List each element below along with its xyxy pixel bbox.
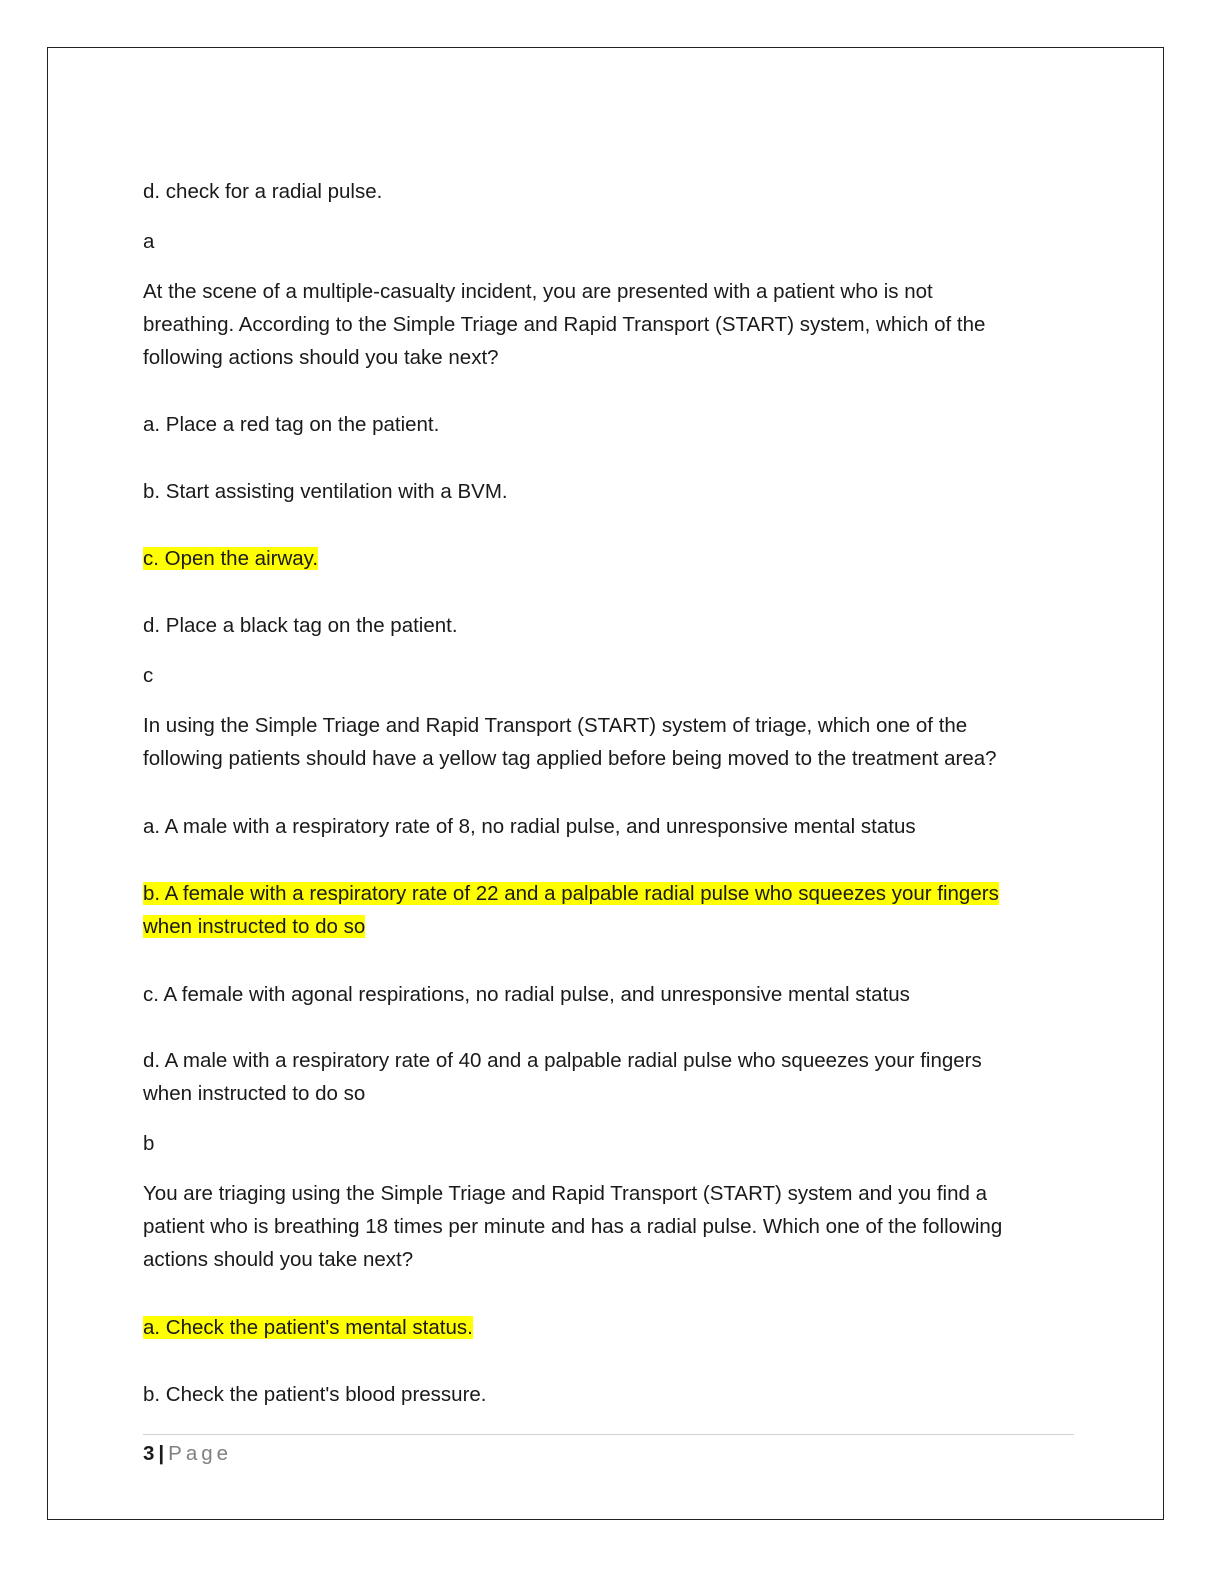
line-text: c. A female with agonal respirations, no radial pulse, and unresponsive mental status	[143, 983, 910, 1006]
page-number: 3	[143, 1442, 155, 1465]
line-text: actions should you take next?	[143, 1248, 414, 1271]
line-text: At the scene of a multiple-casualty incident, you are presented with a patient who is not	[143, 280, 933, 303]
line-text: b	[143, 1132, 155, 1155]
line-text: a. Place a red tag on the patient.	[143, 413, 440, 436]
answer-key	[143, 1127, 154, 1160]
line-text: You are triaging using the Simple Triage and Rapid Transport (START) system and you find a	[143, 1182, 987, 1205]
line-text: a. A male with a respiratory rate of 8, no radial pulse, and unresponsive mental status	[143, 815, 916, 838]
line-text: following patients should have a yellow tag applied before being moved to the treatment area?	[143, 747, 997, 770]
option-text	[143, 408, 439, 441]
option-text-correct	[143, 877, 999, 910]
highlighted-text: a. Check the patient's mental status.	[143, 1316, 473, 1339]
line-text: when instructed to do so	[143, 1082, 366, 1105]
line-text: d. A male with a respiratory rate of 40 and a palpable radial pulse who squeezes your fingers	[143, 1049, 982, 1072]
option-text	[143, 609, 458, 642]
line-text: c	[143, 664, 154, 687]
line-text: d. check for a radial pulse.	[143, 180, 383, 203]
line-text: In using the Simple Triage and Rapid Transport (START) system of triage, which one of the	[143, 714, 968, 737]
question-text	[143, 1243, 413, 1276]
question-text	[143, 1210, 1002, 1243]
line-text: b. Check the patient's blood pressure.	[143, 1383, 487, 1406]
question-text	[143, 1177, 987, 1210]
line-text: a	[143, 230, 155, 253]
option-text-correct	[143, 910, 365, 943]
footer-separator: |	[158, 1442, 165, 1465]
line-text: breathing. According to the Simple Triage and Rapid Transport (START) system, which of the	[143, 313, 986, 336]
question-text	[143, 742, 997, 775]
highlighted-text: b. A female with a respiratory rate of 22 and a palpable radial pulse who squeezes your fingers	[143, 882, 999, 905]
line-text: following actions should you take next?	[143, 346, 499, 369]
question-text	[143, 341, 499, 374]
page-label: Page	[168, 1442, 233, 1465]
option-text	[143, 810, 916, 843]
option-text	[143, 1044, 982, 1077]
option-text-correct	[143, 542, 318, 575]
page-footer	[143, 1440, 232, 1468]
option-text	[143, 1077, 365, 1110]
option-text-correct	[143, 1311, 473, 1344]
question-text	[143, 709, 967, 742]
line-text: patient who is breathing 18 times per minute and has a radial pulse. Which one of the following	[143, 1215, 1003, 1238]
page-border	[47, 47, 1164, 1520]
line-text: b. Start assisting ventilation with a BVM.	[143, 480, 508, 503]
footer-divider	[143, 1434, 1074, 1435]
option-text	[143, 475, 508, 508]
highlighted-text: when instructed to do so	[143, 915, 366, 938]
option-text	[143, 978, 910, 1011]
question-text	[143, 308, 985, 341]
answer-key	[143, 225, 154, 258]
line-text: d. Place a black tag on the patient.	[143, 614, 458, 637]
text-line	[143, 175, 382, 208]
highlighted-text: c. Open the airway.	[143, 547, 319, 570]
question-text	[143, 275, 933, 308]
answer-key	[143, 659, 153, 692]
option-text	[143, 1378, 487, 1411]
